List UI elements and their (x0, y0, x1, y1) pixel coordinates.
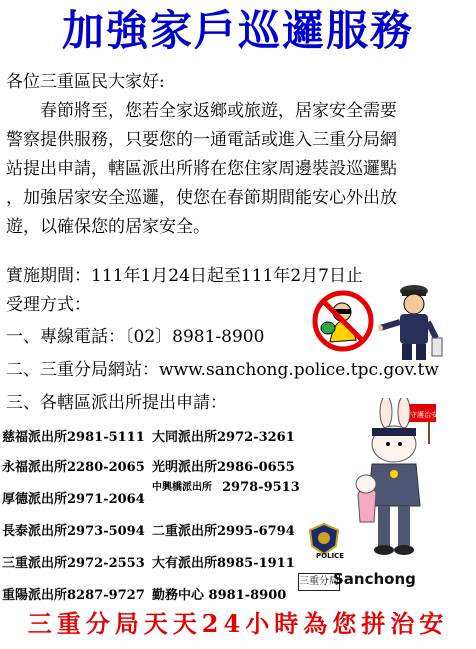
rabbit-mascot-illustration (342, 398, 460, 570)
method-label: 受理方式： (6, 295, 91, 315)
station-yongfu: 永福派出所2280-2065 (2, 460, 145, 475)
method-hotline: 一、專線電話：〔02〕8981-8900 (6, 327, 265, 347)
paragraph-line-5: 遊，以確保您的居家安全。 (6, 217, 210, 237)
station-command-center: 勤務中心 8981-8900 (152, 588, 287, 603)
station-cifu: 慈福派出所2981-5111 (2, 430, 145, 445)
paragraph-line-4: ，加強居家安全巡邏，使您在春節期間能安心外出放 (6, 188, 397, 208)
station-zhongxingqiao: 中興橋派出所 2978-9513 (152, 480, 300, 495)
period-text: 實施期間：111年1月24日起至111年2月7日止 (6, 266, 363, 286)
page-title: 加強家戶巡邏服務 (61, 6, 414, 55)
station-erzhong: 二重派出所2995-6794 (152, 524, 295, 539)
method-website: 二、三重分局網站：www.sanchong.police.tpc.gov.tw (6, 360, 439, 380)
unit-label: 三重分局 (298, 573, 340, 591)
station-chongyang: 重陽派出所8287-9727 (2, 588, 145, 603)
paragraph-line-1: 春節將至，您若全家返鄉或旅遊，居家安全需要 (6, 101, 397, 121)
station-changtai: 長泰派出所2973-5094 (2, 524, 145, 539)
paragraph-line-3: 站提出申請，轄區派出所將在您住家周邊裝設巡邏點 (6, 159, 397, 179)
station-datong: 大同派出所2972-3261 (152, 430, 295, 445)
flag-text: 守護治安 (410, 411, 438, 419)
police-badge-icon (308, 522, 340, 556)
station-dayou: 大有派出所8985-1911 (152, 556, 295, 571)
station-sanchong: 三重派出所2972-2553 (2, 556, 145, 571)
greeting-text: 各位三重區民大家好: (6, 72, 165, 92)
station-guangming: 光明派出所2986-0655 (152, 460, 295, 475)
paragraph-line-2: 警察提供服務，只要您的一通電話或進入三重分局網 (6, 130, 397, 150)
police-officer-illustration (378, 282, 450, 364)
station-houde: 厚德派出所2971-2064 (2, 492, 145, 507)
method-stations: 三、各轄區派出所提出申請： (6, 393, 227, 413)
no-thief-icon (312, 290, 374, 352)
brand-label: Sanchong (333, 570, 416, 588)
police-badge-label: POLICE (316, 552, 345, 560)
footer-slogan: 三重分局天天24小時為您拼治安 (27, 609, 449, 638)
